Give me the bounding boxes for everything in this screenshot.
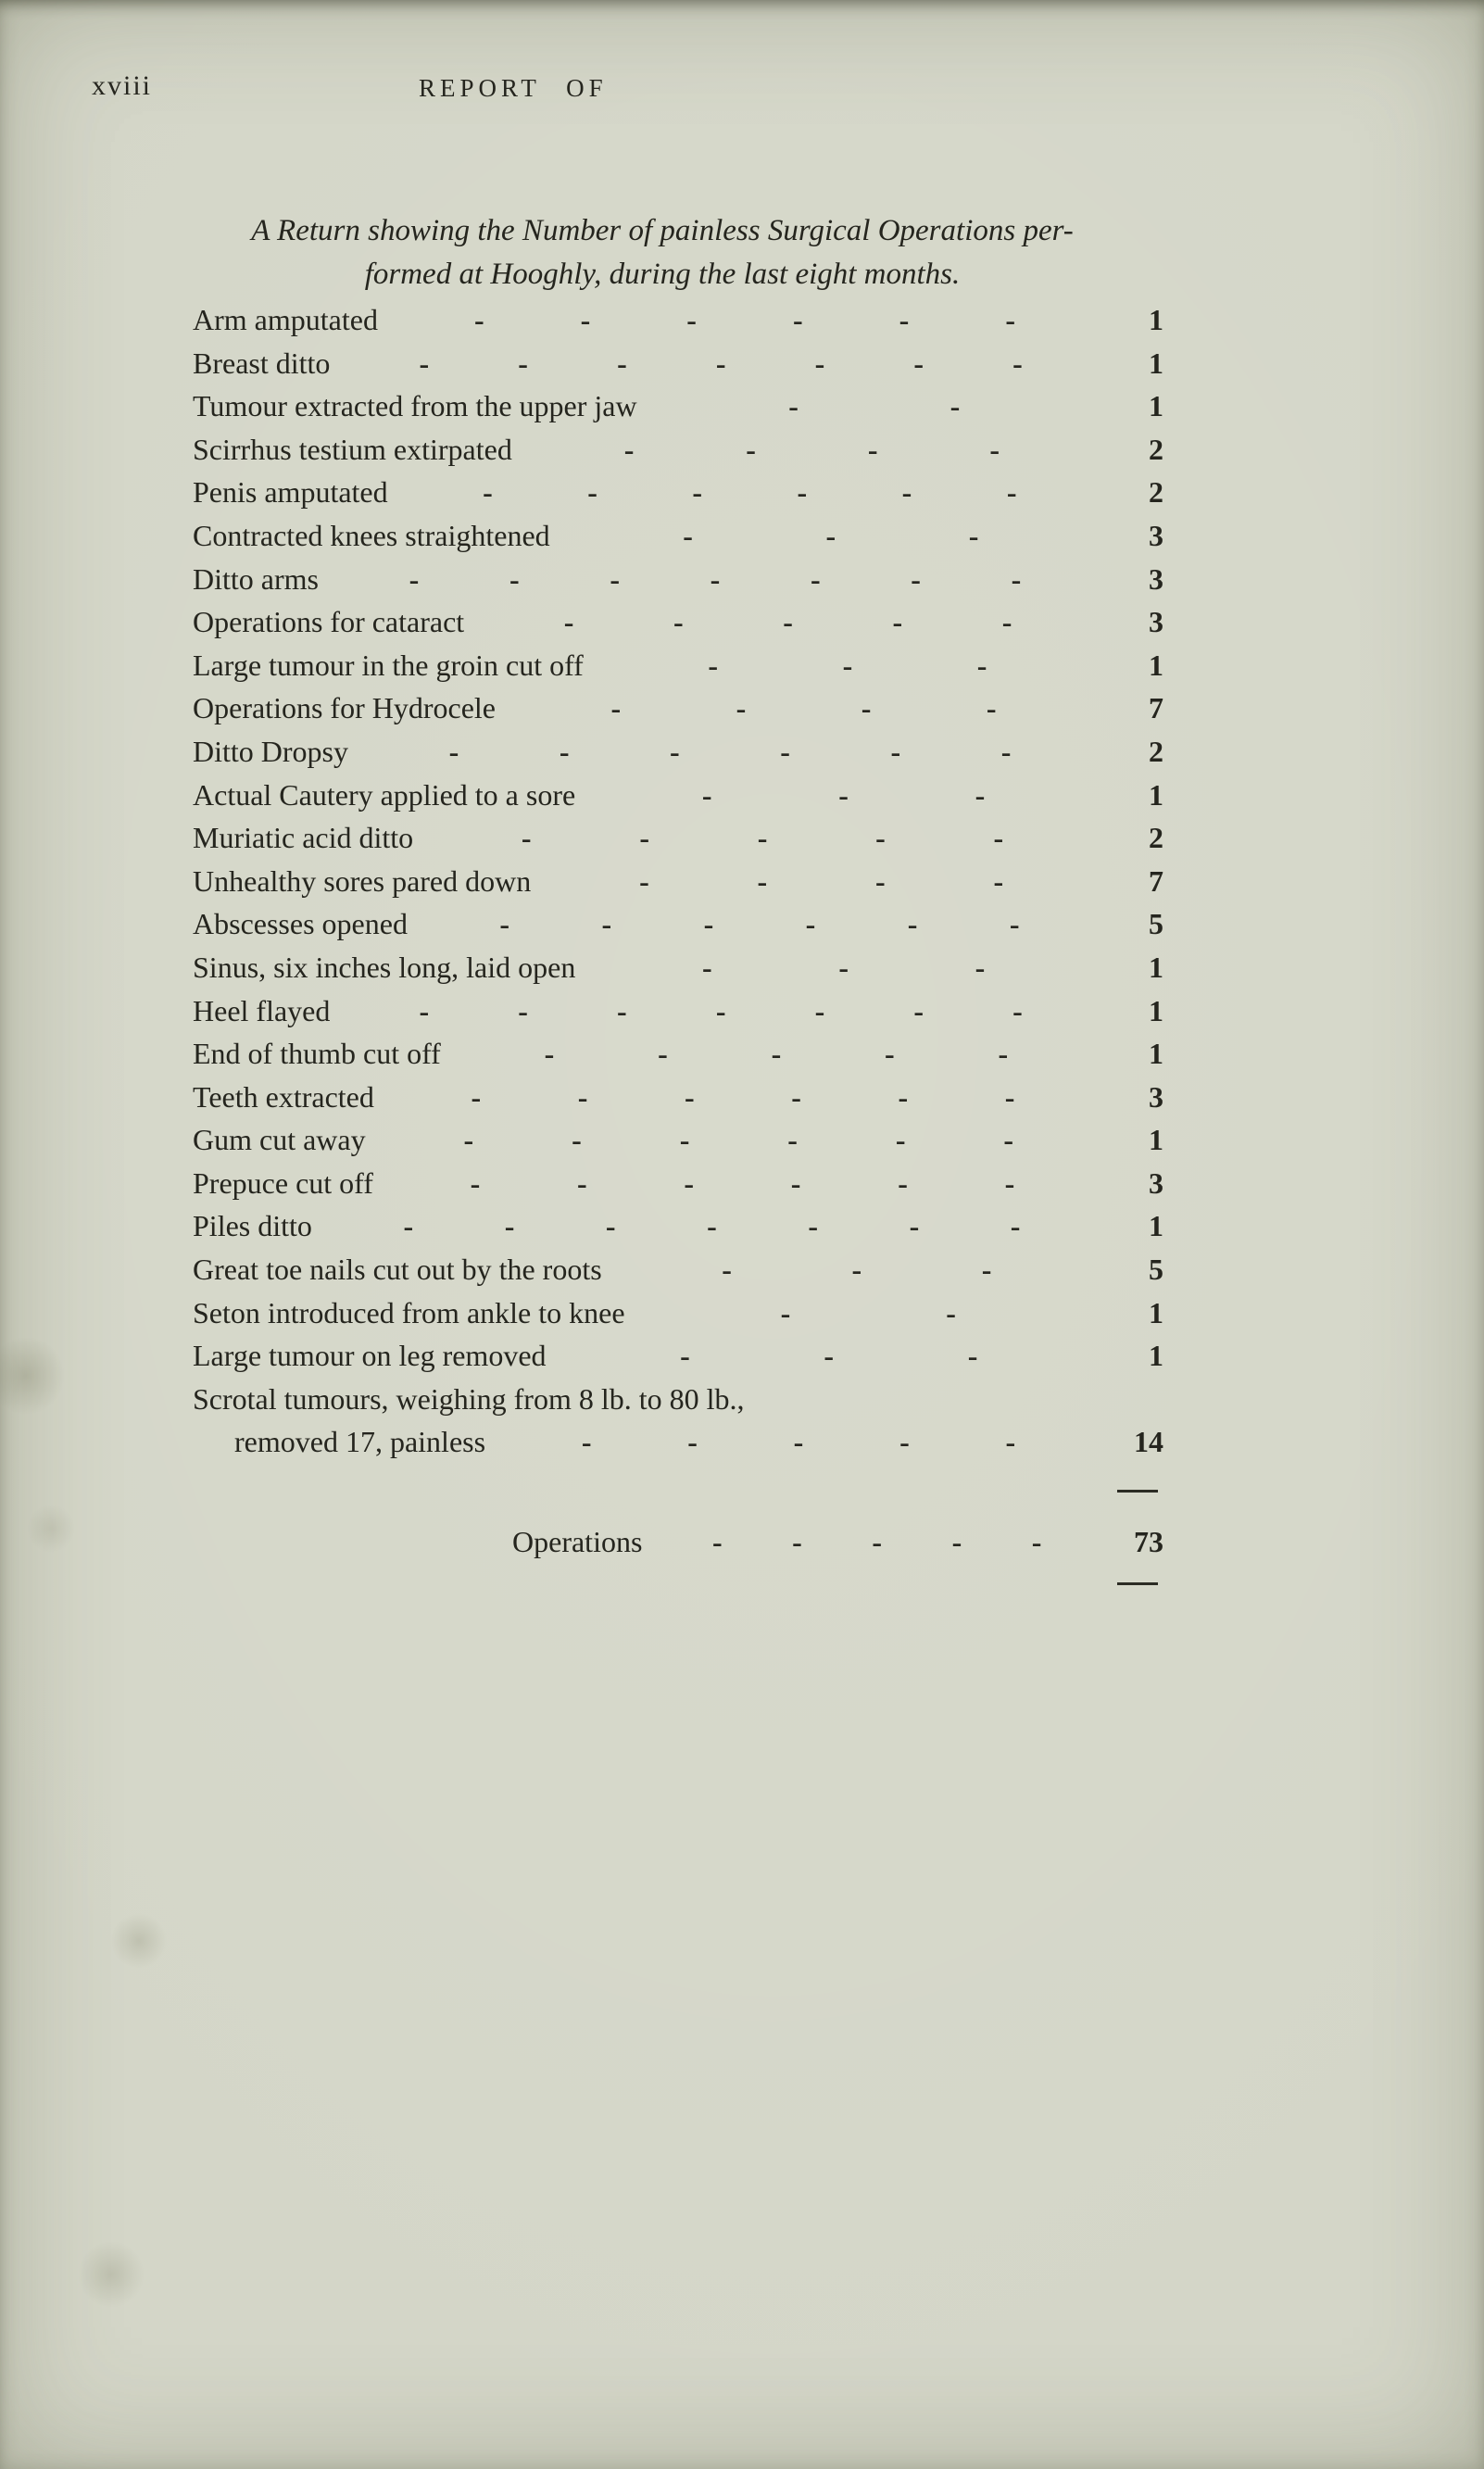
row-label: Operations for cataract	[193, 605, 465, 639]
dash-leader: - - - -	[639, 863, 1004, 898]
table-row	[193, 1291, 1163, 1335]
row-label: Sinus, six inches long, laid open	[193, 950, 576, 984]
dash-leader: - - -	[701, 950, 986, 984]
row-label: Scirrhus testium extirpated	[193, 432, 512, 466]
row-value: 1	[1149, 303, 1163, 336]
row-label: Ditto Dropsy	[193, 734, 348, 768]
table-row	[193, 1076, 1163, 1119]
row-label: Seton introduced from ankle to knee	[193, 1295, 625, 1329]
row-value: 1	[1149, 1339, 1163, 1373]
table-row	[193, 730, 1163, 774]
row-label: Scrotal tumours, weighing from 8 lb. to 80 lb.,	[193, 1381, 745, 1416]
table-row	[193, 514, 1163, 558]
running-header: REPORT OF	[419, 74, 608, 102]
row-value: 1	[1149, 1209, 1163, 1243]
table-row	[193, 298, 1163, 342]
table-row	[193, 989, 1163, 1033]
dash-leader: - - -	[722, 1253, 992, 1287]
row-value: 2	[1149, 734, 1163, 768]
dash-leader: - - - - - -	[499, 907, 1020, 941]
table-row	[193, 600, 1163, 644]
dash-leader: - -	[780, 1295, 956, 1329]
document-title	[120, 209, 1204, 296]
dash-leader: - - -	[701, 777, 986, 812]
row-value: 1	[1149, 950, 1163, 984]
row-label: Great toe nails cut out by the roots	[193, 1253, 602, 1287]
dash-leader: - - - - - -	[473, 303, 1015, 336]
dash-leader: - - - - - -	[483, 475, 1017, 510]
title-line-1: A Return showing the Number of painless Surgical Operations per-	[251, 214, 1074, 247]
row-label: Muriatic acid ditto	[193, 821, 414, 855]
table-row	[193, 687, 1163, 730]
row-value: 1	[1149, 389, 1163, 423]
dash-leader: - - - - -	[521, 821, 1004, 855]
dash-leader: - - - -	[610, 691, 997, 725]
subtotal-rule	[1117, 1490, 1158, 1493]
dash-leader: - - - - -	[581, 1425, 1016, 1459]
row-value: 2	[1149, 432, 1163, 466]
row-value: 1	[1149, 1123, 1163, 1157]
row-value: 1	[1149, 346, 1163, 380]
row-value: 1	[1149, 1037, 1163, 1071]
table-row	[193, 774, 1163, 817]
row-value: 7	[1149, 691, 1163, 725]
row-value: 1	[1149, 1295, 1163, 1329]
row-value: 3	[1149, 605, 1163, 639]
row-value: 1	[1149, 777, 1163, 812]
dash-leader: - - - - - -	[471, 1079, 1015, 1114]
table-row	[193, 1032, 1163, 1076]
row-label: Large tumour in the groin cut off	[193, 648, 584, 682]
title-line-2: formed at Hooghly, during the last eight months.	[364, 258, 961, 291]
row-label: Penis amputated	[193, 475, 388, 510]
table-row	[193, 644, 1163, 687]
row-value: 5	[1149, 1253, 1163, 1287]
table-row	[193, 816, 1163, 860]
table-row	[193, 471, 1163, 514]
dash-leader: - - - - - - -	[419, 993, 1023, 1027]
row-label: Teeth extracted	[193, 1079, 374, 1114]
row-label: Abscesses opened	[193, 907, 408, 941]
total-row	[193, 1520, 1163, 1564]
dash-leader: - - - - - - -	[419, 346, 1023, 380]
row-value: 2	[1149, 475, 1163, 510]
dash-leader: - - - - -	[544, 1037, 1009, 1071]
row-label: Arm amputated	[193, 303, 378, 336]
dash-leader: - -	[788, 389, 961, 423]
table-row	[193, 1118, 1163, 1162]
dash-leader: - - -	[680, 1339, 978, 1373]
row-value: 3	[1149, 518, 1163, 552]
dash-leader: - - - -	[623, 432, 1000, 466]
row-label: Ditto arms	[193, 561, 319, 596]
row-label: Piles ditto	[193, 1209, 312, 1243]
page-number: xviii	[92, 70, 153, 101]
table-row	[193, 428, 1163, 472]
table-row	[193, 1420, 1163, 1464]
total-value: 73	[1134, 1525, 1163, 1559]
row-label: Actual Cautery applied to a sore	[193, 777, 576, 812]
total-label: Operations	[512, 1525, 643, 1559]
row-label: Heel flayed	[193, 993, 331, 1027]
table-row	[193, 384, 1163, 428]
total-dash-leader: - - - - -	[711, 1525, 1042, 1559]
dash-leader: - - -	[708, 648, 987, 682]
row-label: Large tumour on leg removed	[193, 1339, 547, 1373]
table-row	[193, 1378, 1163, 1421]
table-row	[193, 946, 1163, 989]
row-value: 7	[1149, 863, 1163, 898]
table-row	[193, 1204, 1163, 1248]
dash-leader: - - - - - -	[463, 1123, 1014, 1157]
dash-leader: - - - - - - -	[403, 1209, 1021, 1243]
row-value: 1	[1149, 993, 1163, 1027]
row-label: Contracted knees straightened	[193, 518, 550, 552]
row-value: 5	[1149, 907, 1163, 941]
row-label: End of thumb cut off	[193, 1037, 441, 1071]
table-row	[193, 1334, 1163, 1378]
row-label: Operations for Hydrocele	[193, 691, 496, 725]
dash-leader: - - - - -	[563, 605, 1012, 639]
table-row	[193, 342, 1163, 385]
row-label: Unhealthy sores pared down	[193, 863, 532, 898]
row-label: Tumour extracted from the upper jaw	[193, 389, 637, 423]
dash-leader: - - - - - -	[448, 734, 1012, 768]
total-rule	[1117, 1582, 1158, 1585]
table-row	[193, 1248, 1163, 1291]
dash-leader: - - -	[683, 518, 979, 552]
dash-leader: - - - - - - -	[409, 561, 1022, 596]
table-row	[193, 1162, 1163, 1205]
operations-list	[193, 298, 1163, 1585]
row-label: Breast ditto	[193, 346, 331, 380]
table-row	[193, 558, 1163, 601]
dash-leader: - - - - - -	[470, 1165, 1015, 1200]
table-row	[193, 902, 1163, 946]
row-value: 3	[1149, 1079, 1163, 1114]
table-row	[193, 860, 1163, 903]
row-value: 14	[1134, 1425, 1163, 1459]
row-label: Gum cut away	[193, 1123, 366, 1157]
row-value: 1	[1149, 648, 1163, 682]
row-label: Prepuce cut off	[193, 1165, 373, 1200]
row-value: 2	[1149, 821, 1163, 855]
row-value: 3	[1149, 1165, 1163, 1200]
row-value: 3	[1149, 561, 1163, 596]
row-label: removed 17, painless	[234, 1425, 486, 1459]
